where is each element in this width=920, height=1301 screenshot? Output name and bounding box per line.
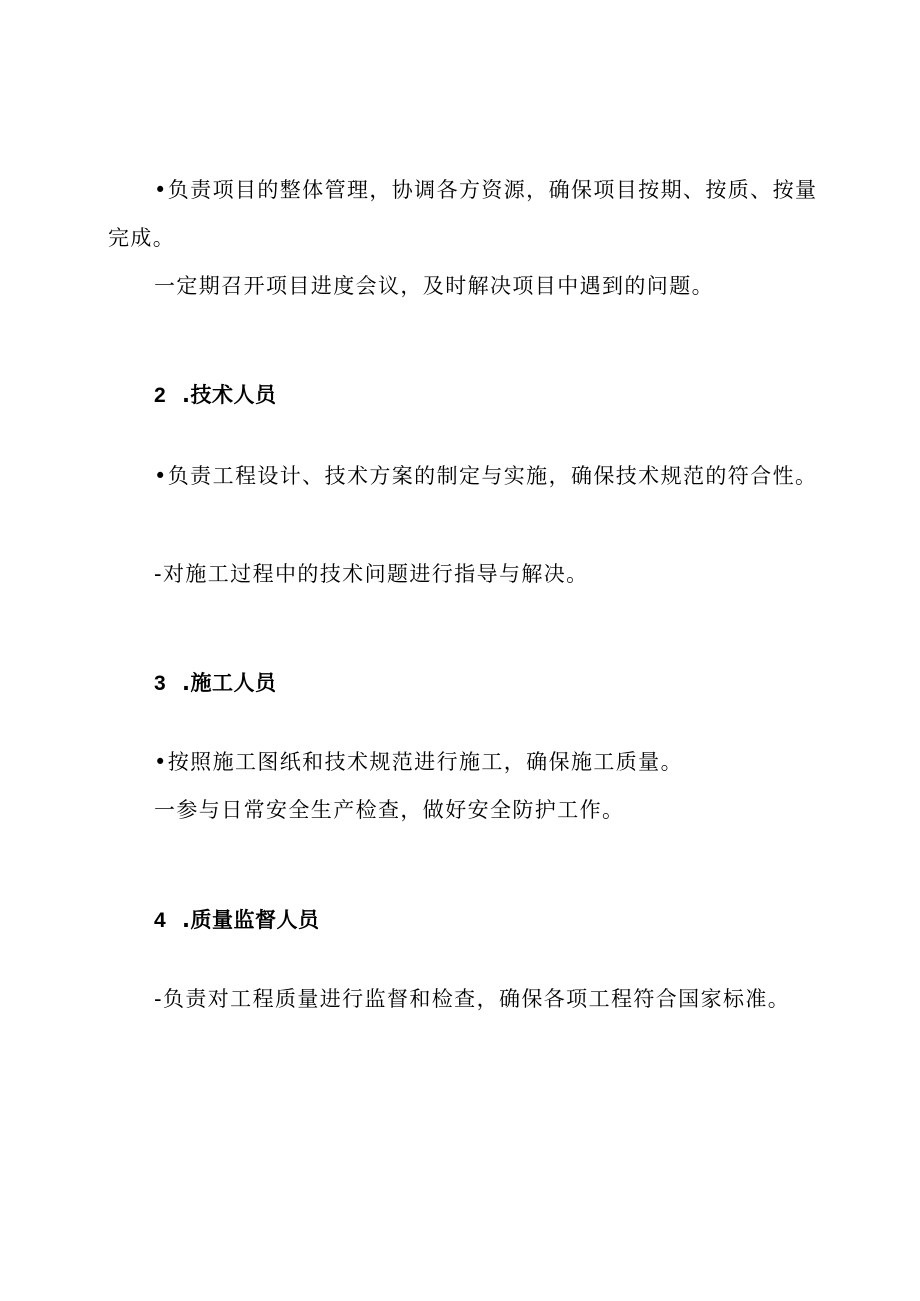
section-heading-construction-staff <box>154 668 276 699</box>
section-heading-technical-staff <box>154 380 276 411</box>
section-heading-quality-supervisor <box>154 905 319 936</box>
section-number: 2 <box>154 384 166 407</box>
section-number: 3 <box>154 672 166 695</box>
technical-staff-duty-1: •负责工程设计、技术方案的制定与实施，确保技术规范的符合性。 <box>154 464 818 488</box>
section-title: .质量监督人员 <box>182 908 320 932</box>
construction-staff-duty-2: 一参与日常安全生产检查，做好安全防护工作。 <box>154 798 625 822</box>
section-title: .施工人员 <box>182 671 277 695</box>
section-title: .技术人员 <box>182 383 277 407</box>
project-manager-duty-1: •负责项目的整体管理，协调各方资源，确保项目按期、按质、按量完成。 <box>108 178 818 250</box>
construction-staff-duty-1: •按照施工图纸和技术规范进行施工，确保施工质量。 <box>154 750 683 774</box>
quality-supervisor-duty-1: -负责对工程质量进行监督和检查，确保各项工程符合国家标准。 <box>154 987 791 1011</box>
section-number: 4 <box>154 909 166 932</box>
project-manager-duty-2: 一定期召开项目进度会议，及时解决项目中遇到的问题。 <box>154 274 714 298</box>
technical-staff-duty-2: -对施工过程中的技术问题进行指导与解决。 <box>154 562 589 586</box>
